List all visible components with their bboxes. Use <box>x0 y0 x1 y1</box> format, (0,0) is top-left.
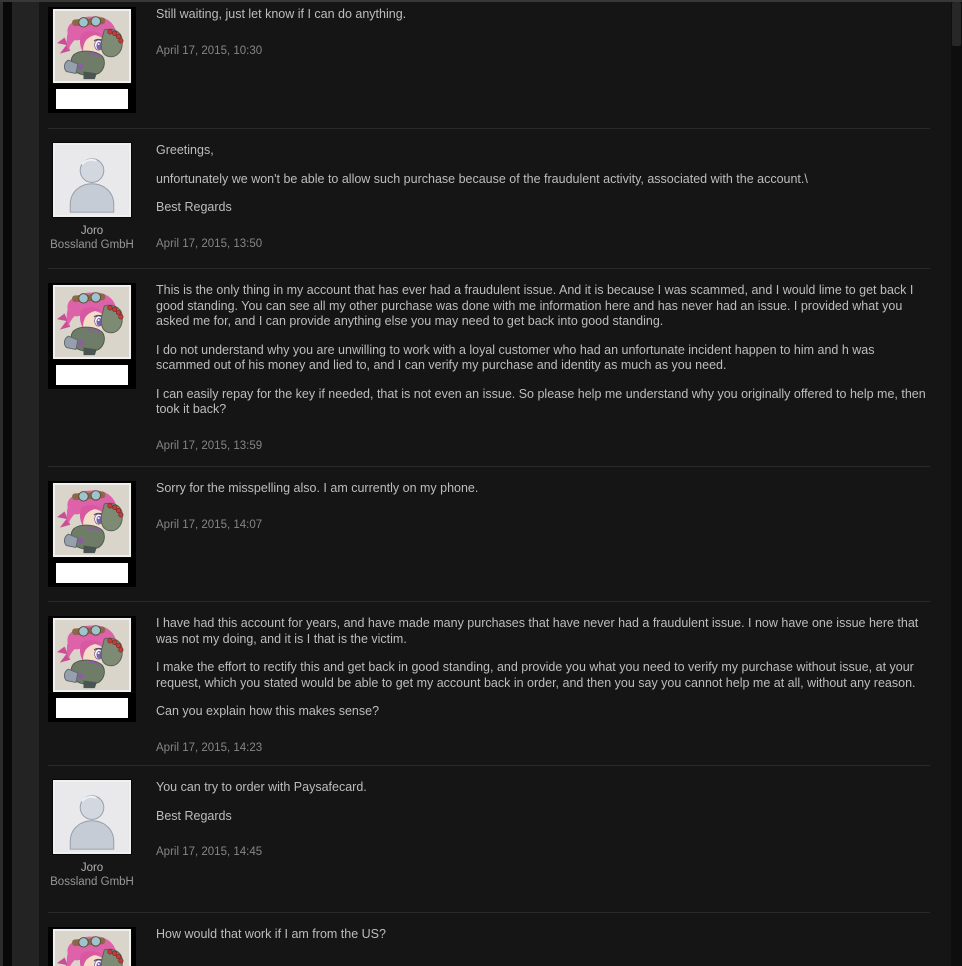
pink-haired-chibi-avatar <box>55 287 129 357</box>
avatar-block <box>48 283 136 389</box>
pink-haired-chibi-avatar <box>55 931 129 966</box>
forum-post <box>48 268 930 466</box>
post-message-column <box>136 616 930 765</box>
post-timestamp: April 17, 2015, 13:59 <box>156 439 263 452</box>
post-paragraph: Still waiting, just let know if I can do anything. <box>156 7 407 21</box>
forum-post <box>48 466 930 601</box>
forum-post <box>48 601 930 765</box>
avatar-block <box>48 927 136 966</box>
redacted-username-box <box>56 89 128 109</box>
author-name: Joro <box>80 225 104 237</box>
forum-post <box>48 912 930 966</box>
post-message-column <box>136 481 930 601</box>
redacted-username-box <box>56 365 128 385</box>
post-paragraph: Best Regards <box>156 200 232 214</box>
author-names <box>48 225 136 252</box>
left-black-gutter <box>3 0 12 966</box>
post-timestamp: April 17, 2015, 14:45 <box>156 846 263 858</box>
post-message <box>156 143 930 216</box>
user-avatar[interactable] <box>53 9 131 83</box>
author-names <box>48 862 136 889</box>
left-gray-column <box>12 0 39 966</box>
user-avatar[interactable] <box>53 483 131 557</box>
avatar-block <box>48 481 136 587</box>
post-paragraph: unfortunately we won't be able to allow such purchase because of the fraudulent activity, associated with the account.\ <box>156 171 808 186</box>
pink-haired-chibi-avatar <box>55 620 129 690</box>
post-list <box>39 2 951 966</box>
post-message-column <box>136 780 930 912</box>
post-author-column <box>48 283 136 466</box>
post-timestamp: April 17, 2015, 10:30 <box>156 44 263 57</box>
post-paragraph: Best Regards <box>156 808 232 823</box>
post-paragraph: Sorry for the misspelling also. I am currently on my phone. <box>156 481 479 495</box>
scrollbar-thumb[interactable] <box>952 2 961 46</box>
avatar-block <box>48 616 136 722</box>
pink-haired-chibi-avatar <box>55 11 129 81</box>
avatar-block <box>48 143 136 252</box>
user-avatar[interactable] <box>53 618 131 692</box>
post-message-column <box>136 143 930 268</box>
author-name: Joro <box>80 862 104 874</box>
post-paragraph: I have had this account for years, and have made many purchases that have never had a fraudulent issue. I now have one issue here that was not my doing, and it is I that is the victim. <box>156 616 919 646</box>
post-paragraph: How would that work if I am from the US? <box>156 927 386 941</box>
post-message <box>156 616 930 720</box>
post-author-column <box>48 143 136 268</box>
avatar-block <box>48 7 136 113</box>
post-message <box>156 7 930 23</box>
author-organization: Bossland GmbH <box>50 876 134 888</box>
user-avatar[interactable] <box>53 780 131 854</box>
post-message-column <box>136 927 930 966</box>
post-paragraph: You can try to order with Paysafecard. <box>156 780 367 794</box>
post-message-column <box>136 7 930 128</box>
redacted-username-box <box>56 563 128 583</box>
post-paragraph: I can easily repay for the key if needed, that is not even an issue. So please help me understand why you originally offered to help me, then took it back? <box>156 386 926 416</box>
forum-post <box>48 2 930 128</box>
post-timestamp: April 17, 2015, 14:23 <box>156 741 263 754</box>
forum-post <box>48 128 930 268</box>
post-paragraph: Greetings, <box>156 143 214 157</box>
post-paragraph: I do not understand why you are unwilling to work with a loyal customer who had an unfortunate incident happen to him and h was scammed out of his money and lied to, and I can verify my purchase and identity as much as you need. <box>156 342 875 372</box>
default-person-avatar <box>55 145 129 215</box>
avatar-block <box>48 780 136 889</box>
post-message <box>156 927 930 943</box>
scrollbar-track[interactable] <box>951 0 962 966</box>
post-timestamp: April 17, 2015, 14:07 <box>156 518 263 531</box>
forum-post <box>48 765 930 912</box>
post-message <box>156 780 930 824</box>
post-message <box>156 481 930 497</box>
post-message-column <box>136 283 930 466</box>
user-avatar[interactable] <box>53 143 131 217</box>
redacted-username-box <box>56 698 128 718</box>
user-avatar[interactable] <box>53 929 131 966</box>
post-message <box>156 283 930 418</box>
pink-haired-chibi-avatar <box>55 485 129 555</box>
post-author-column <box>48 481 136 601</box>
default-person-avatar <box>55 782 129 852</box>
post-author-column <box>48 616 136 765</box>
post-paragraph: This is the only thing in my account that has ever had a fraudulent issue. And it is because I was scammed, and I would lime to get back I good standing. You can see all my other purchase was done with me information here and has never had an issue. I provided what you asked me for, and I can provide anything else you may need to get back into good standing. <box>156 283 914 328</box>
post-paragraph: I make the effort to rectify this and get back in good standing, and provide you what you need to verify my purchase without issue, at your request, which you stated would be able to get my account back in order, and then you say you cannot help me at all, without any reason. <box>156 660 916 690</box>
user-avatar[interactable] <box>53 285 131 359</box>
post-timestamp: April 17, 2015, 13:50 <box>156 237 263 250</box>
post-author-column <box>48 7 136 128</box>
post-paragraph: Can you explain how this makes sense? <box>156 704 380 718</box>
post-author-column <box>48 927 136 966</box>
post-author-column <box>48 780 136 912</box>
top-border-line <box>0 0 962 2</box>
author-organization: Bossland GmbH <box>50 239 134 251</box>
